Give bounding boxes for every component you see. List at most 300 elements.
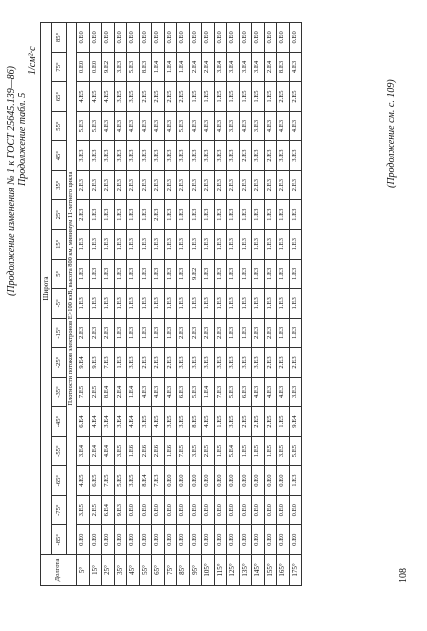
flux-value-cell: 1.E3 [89, 229, 102, 259]
flux-value-cell: 2.E3 [252, 318, 265, 348]
flux-value-cell: 2.E3 [289, 348, 302, 378]
flux-value-cell: 0.E0 [202, 525, 215, 555]
longitude-header: Долгота [41, 555, 77, 586]
flux-value-cell: 1.E3 [164, 200, 177, 230]
flux-value-cell: 3.E3 [164, 141, 177, 171]
flux-value-cell: 1.E3 [152, 229, 165, 259]
flux-value-cell: 1.E3 [277, 200, 290, 230]
flux-value-cell: 1.E5 [227, 82, 240, 112]
table-row [227, 23, 240, 586]
longitude-cell: 25° [102, 555, 115, 586]
flux-value-cell: 2.E3 [77, 200, 90, 230]
flux-value-cell: 4.E3 [289, 111, 302, 141]
flux-value-cell: 4.E3 [114, 111, 127, 141]
flux-value-cell: 2.E3 [264, 318, 277, 348]
flux-value-cell: 0.E0 [89, 23, 102, 53]
flux-value-cell: 0.E0 [152, 23, 165, 53]
flux-value-cell: 9.E4 [289, 407, 302, 437]
flux-value-cell: 1.E5 [189, 82, 202, 112]
flux-value-cell: 0.E0 [114, 23, 127, 53]
flux-value-cell: 2.E3 [139, 348, 152, 378]
latitude-column-header: -15° [52, 318, 67, 348]
flux-value-cell: 3.E3 [127, 141, 140, 171]
flux-value-cell: 3.E5 [127, 466, 140, 496]
latitude-column-header: 75° [52, 52, 67, 82]
flux-value-cell: 3.E4 [239, 52, 252, 82]
flux-value-cell: 4.E5 [77, 466, 90, 496]
flux-value-cell: 0.E0 [239, 466, 252, 496]
latitude-column-header: 25° [52, 200, 67, 230]
flux-value-cell: 7.E5 [177, 436, 190, 466]
flux-value-cell: 4.E5 [152, 407, 165, 437]
flux-value-cell: 0.E0 [139, 23, 152, 53]
flux-value-cell: 2.E3 [264, 348, 277, 378]
longitude-cell: 175° [289, 555, 302, 586]
flux-value-cell: 0.E0 [252, 525, 265, 555]
flux-value-cell: 1.E3 [89, 289, 102, 319]
flux-value-cell: 0.E0 [202, 23, 215, 53]
flux-value-cell: 3.E3 [177, 141, 190, 171]
flux-value-cell: 3.E4 [77, 436, 90, 466]
flux-value-cell: 1.E4 [164, 52, 177, 82]
latitude-column-header: 45° [52, 141, 67, 171]
flux-value-cell: 3.E3 [214, 141, 227, 171]
flux-value-cell: 1.E3 [277, 289, 290, 319]
flux-value-cell: 2.E3 [152, 170, 165, 200]
flux-value-cell: 1.E4 [202, 377, 215, 407]
flux-value-cell: 8.E4 [102, 377, 115, 407]
flux-value-cell: 1.E3 [289, 200, 302, 230]
flux-value-cell: 0.E0 [289, 495, 302, 525]
flux-value-cell: 1.E3 [114, 229, 127, 259]
flux-value-cell: 0.E0 [164, 23, 177, 53]
flux-value-cell: 0.E0 [152, 525, 165, 555]
flux-value-cell: 2.E3 [127, 170, 140, 200]
flux-value-cell: 1.E3 [214, 229, 227, 259]
longitude-cell: 55° [139, 555, 152, 586]
flux-value-cell: 0.E0 [152, 495, 165, 525]
flux-value-cell: 3.E5 [77, 495, 90, 525]
flux-value-cell: 8.E4 [139, 466, 152, 496]
flux-value-cell: 1.E3 [277, 318, 290, 348]
flux-value-cell: 1.E3 [152, 259, 165, 289]
flux-value-cell: 4.E3 [202, 111, 215, 141]
flux-value-cell: 7.E3 [102, 348, 115, 378]
longitude-cell: 45° [127, 555, 140, 586]
flux-value-cell: 4.E5 [102, 82, 115, 112]
flux-value-cell: 2.E3 [214, 318, 227, 348]
flux-value-cell: 2.E5 [139, 82, 152, 112]
flux-value-cell: 3.E3 [189, 141, 202, 171]
flux-value-cell: 0.E0 [214, 23, 227, 53]
flux-value-cell: 2.E3 [239, 141, 252, 171]
flux-value-cell: 3.E5 [277, 436, 290, 466]
flux-value-cell: 2.E5 [239, 407, 252, 437]
flux-value-cell: 1.E3 [227, 259, 240, 289]
latitude-column-header: 65° [52, 82, 67, 112]
flux-value-cell: 2.E3 [139, 170, 152, 200]
flux-value-cell: 0.E0 [214, 466, 227, 496]
flux-value-cell: 2.E3 [152, 200, 165, 230]
flux-value-cell: 0.E0 [177, 466, 190, 496]
flux-value-cell: 1.E3 [127, 200, 140, 230]
flux-value-cell: 2.E3 [289, 170, 302, 200]
flux-value-cell: 1.E3 [227, 289, 240, 319]
flux-value-cell: 1.E3 [114, 259, 127, 289]
table-row [127, 23, 140, 586]
flux-value-cell: 9.E3 [114, 495, 127, 525]
flux-value-cell: 1.E3 [177, 289, 190, 319]
flux-value-cell: 4.E3 [264, 377, 277, 407]
flux-value-cell: 1.E5 [277, 407, 290, 437]
longitude-cell: 135° [239, 555, 252, 586]
longitude-cell: 75° [164, 555, 177, 586]
latitude-group-header: Широта [41, 23, 52, 555]
flux-value-cell: 0.E0 [139, 495, 152, 525]
flux-value-cell: 3.E3 [227, 111, 240, 141]
latitude-column-header: -85° [52, 525, 67, 555]
flux-value-cell: 2.E5 [164, 82, 177, 112]
flux-value-cell: 2.E3 [189, 170, 202, 200]
flux-value-cell: 4.E3 [164, 111, 177, 141]
longitude-cell: 95° [189, 555, 202, 586]
flux-value-cell: 3.E3 [239, 348, 252, 378]
flux-value-cell: 5.E5 [114, 466, 127, 496]
flux-value-cell: 1.E5 [214, 436, 227, 466]
flux-value-cell: 5.E3 [89, 111, 102, 141]
flux-value-cell: 1.E3 [114, 200, 127, 230]
flux-value-cell: 5.E3 [227, 377, 240, 407]
flux-value-cell: 3.E5 [189, 436, 202, 466]
flux-value-cell: 1.E3 [239, 259, 252, 289]
flux-value-cell: 3.E4 [102, 407, 115, 437]
longitude-cell: 35° [114, 555, 127, 586]
flux-value-cell: 1.E3 [164, 229, 177, 259]
flux-value-cell: 1.E3 [252, 289, 265, 319]
flux-value-cell: 4.E3 [264, 111, 277, 141]
latitude-column-header: -65° [52, 466, 67, 496]
longitude-cell: 155° [264, 555, 277, 586]
flux-value-cell: 3.E3 [89, 141, 102, 171]
page-number: 108 [398, 568, 409, 583]
flux-value-cell: 2.E4 [189, 52, 202, 82]
flux-value-cell: 1.E3 [289, 289, 302, 319]
flux-value-cell: 2.E4 [89, 436, 102, 466]
flux-value-cell: 1.E5 [202, 82, 215, 112]
flux-value-cell: 2.E3 [264, 170, 277, 200]
flux-value-cell: 4.E3 [127, 111, 140, 141]
flux-value-cell: 4.E3 [277, 111, 290, 141]
table-unit-label: 1/см²·с [27, 46, 38, 75]
flux-value-cell: 0.E0 [177, 23, 190, 53]
flux-value-cell: 1.E3 [177, 229, 190, 259]
flux-value-cell: 0.E0 [277, 466, 290, 496]
flux-value-cell: 0.E0 [214, 495, 227, 525]
flux-value-cell: 3.E3 [227, 348, 240, 378]
latitude-column-header: -45° [52, 407, 67, 437]
flux-value-cell: 2.E3 [77, 318, 90, 348]
flux-value-cell: 2.E3 [227, 170, 240, 200]
flux-value-cell: 0.E0 [264, 525, 277, 555]
flux-value-cell: 3.E3 [139, 141, 152, 171]
flux-value-cell: 2.E3 [152, 348, 165, 378]
flux-value-cell: 2.E5 [152, 82, 165, 112]
document-header-title: (Продолжение изменения № 1 к ГОСТ 25645.139—86) [6, 66, 17, 296]
flux-value-cell: 1.E3 [202, 200, 215, 230]
flux-value-cell: 1.E3 [77, 229, 90, 259]
flux-value-cell: 1.E5 [252, 82, 265, 112]
flux-value-cell: 1.E3 [139, 200, 152, 230]
flux-value-cell: 2.E3 [239, 170, 252, 200]
flux-value-cell: 2.E3 [177, 170, 190, 200]
flux-value-cell: 0.E0 [214, 525, 227, 555]
latitude-column-header: -35° [52, 377, 67, 407]
flux-value-cell: 5.E3 [189, 377, 202, 407]
longitude-cell: 165° [277, 555, 290, 586]
flux-value-cell: 1.E3 [189, 229, 202, 259]
flux-value-cell: 8.E5 [189, 407, 202, 437]
flux-value-cell: 7.E5 [77, 377, 90, 407]
flux-value-cell: 2.E3 [264, 141, 277, 171]
flux-value-cell: 2.E5 [252, 407, 265, 437]
flux-value-cell: 1.E3 [102, 289, 115, 319]
flux-value-cell: 0.E0 [127, 525, 140, 555]
flux-value-cell: 1.E3 [214, 259, 227, 289]
flux-value-cell: 1.E3 [127, 259, 140, 289]
flux-value-cell: 2.E3 [202, 318, 215, 348]
flux-value-cell: 1.E3 [227, 200, 240, 230]
flux-value-cell: 1.E3 [177, 200, 190, 230]
latitude-column-header: -75° [52, 495, 67, 525]
flux-value-cell: 7.E3 [152, 466, 165, 496]
flux-value-cell: 0.E0 [177, 525, 190, 555]
flux-value-cell: 3.E3 [252, 141, 265, 171]
flux-value-cell: 5.E4 [227, 436, 240, 466]
flux-value-cell: 1.E3 [289, 466, 302, 496]
flux-value-cell: 6.E3 [239, 377, 252, 407]
flux-value-cell: 0.E0 [77, 525, 90, 555]
flux-value-cell: 2.E3 [277, 170, 290, 200]
flux-value-cell: 5.E3 [177, 111, 190, 141]
flux-value-cell: 6.E3 [177, 377, 190, 407]
flux-value-cell: 0.E0 [227, 466, 240, 496]
flux-value-cell: 1.E3 [177, 259, 190, 289]
flux-value-cell: 4.E3 [164, 377, 177, 407]
flux-value-cell: 4.E3 [289, 52, 302, 82]
flux-value-cell: 2.E3 [189, 318, 202, 348]
flux-value-cell: 0.E0 [277, 495, 290, 525]
flux-value-cell: 3.E4 [114, 407, 127, 437]
flux-value-cell: 1.E3 [77, 289, 90, 319]
flux-value-cell: 0.E0 [264, 466, 277, 496]
table-row [77, 23, 90, 586]
latitude-column-header: -55° [52, 436, 67, 466]
flux-value-cell: 1.E3 [214, 200, 227, 230]
flux-value-cell: 6.E4 [102, 495, 115, 525]
flux-value-cell: 4.E3 [152, 111, 165, 141]
flux-value-cell: 2.E5 [264, 407, 277, 437]
flux-value-cell: 1.E3 [189, 200, 202, 230]
flux-value-cell: 3.E3 [114, 141, 127, 171]
flux-value-cell: 0.E0 [127, 23, 140, 53]
flux-value-cell: 2.E3 [114, 170, 127, 200]
latitude-columns-row [52, 23, 67, 586]
flux-value-cell: 0.E0 [102, 23, 115, 53]
flux-value-cell: 8.E3 [139, 52, 152, 82]
table-row [177, 23, 190, 586]
flux-value-cell: 0.E0 [114, 525, 127, 555]
flux-value-cell: 2.E5 [177, 82, 190, 112]
table-row [139, 23, 152, 586]
flux-value-cell: 3.E3 [152, 141, 165, 171]
table-caption-row: Плотности потоков электронов E>100 кэВ, высота 800 км, минимум 11-летнего цикла [67, 23, 77, 555]
flux-value-cell: 3.E3 [202, 348, 215, 378]
flux-value-cell: 3.E5 [227, 407, 240, 437]
table-continuation-label: Продолжение табл. 5 [17, 92, 28, 186]
flux-value-cell: 2.E5 [202, 436, 215, 466]
flux-value-cell: 1.E3 [102, 259, 115, 289]
flux-value-cell: 3.E3 [102, 141, 115, 171]
table-body [77, 23, 302, 586]
flux-value-cell: 9.E2 [189, 259, 202, 289]
flux-value-cell: 0.E0 [227, 23, 240, 53]
flux-value-cell: 4.E3 [214, 111, 227, 141]
flux-value-cell: 4.E4 [89, 407, 102, 437]
flux-value-cell: 2.E5 [277, 82, 290, 112]
flux-value-cell: 1.E6 [127, 436, 140, 466]
flux-value-cell: 0.E0 [239, 495, 252, 525]
flux-value-cell: 2.E5 [89, 495, 102, 525]
flux-value-cell: 3.E5 [164, 407, 177, 437]
flux-value-cell: 4.E5 [202, 407, 215, 437]
flux-value-cell: 3.E4 [214, 52, 227, 82]
flux-value-cell: 1.E3 [127, 318, 140, 348]
flux-value-cell: 7.E3 [214, 377, 227, 407]
flux-value-cell: 1.E3 [152, 289, 165, 319]
flux-value-cell: 4.E3 [189, 111, 202, 141]
flux-value-cell: 3.E3 [252, 348, 265, 378]
flux-value-cell: 2.E3 [252, 170, 265, 200]
flux-value-cell: 1.E5 [239, 82, 252, 112]
flux-value-cell: 0.E0 [89, 52, 102, 82]
table-row [102, 23, 115, 586]
flux-value-cell: 1.E3 [127, 229, 140, 259]
table-row [252, 23, 265, 586]
flux-value-cell: 4.E4 [102, 436, 115, 466]
table-row [189, 23, 202, 586]
flux-value-cell: 1.E6 [164, 436, 177, 466]
flux-value-cell: 1.E3 [89, 200, 102, 230]
flux-value-cell: 2.E4 [114, 377, 127, 407]
longitude-cell: 5° [77, 555, 90, 586]
flux-value-cell: 1.E3 [114, 348, 127, 378]
flux-value-cell: 3.E5 [139, 407, 152, 437]
flux-value-cell: 1.E3 [102, 229, 115, 259]
flux-value-cell: 1.E3 [227, 318, 240, 348]
flux-value-cell: 3.E3 [177, 348, 190, 378]
flux-value-cell: 4.E3 [252, 377, 265, 407]
flux-value-cell: 1.E5 [214, 82, 227, 112]
flux-value-cell: 0.E0 [227, 525, 240, 555]
flux-table [40, 22, 302, 586]
flux-value-cell: 0.E0 [252, 23, 265, 53]
table-row [277, 23, 290, 586]
flux-value-cell: 0.E0 [264, 23, 277, 53]
flux-value-cell: 2.E3 [277, 348, 290, 378]
flux-value-cell: 5.E3 [77, 111, 90, 141]
flux-value-cell: 0.E0 [164, 466, 177, 496]
flux-value-cell: 1.E3 [202, 289, 215, 319]
flux-value-cell: 2.E3 [214, 170, 227, 200]
flux-value-cell: 1.E3 [289, 229, 302, 259]
flux-value-cell: 0.E0 [189, 466, 202, 496]
flux-value-cell: 0.E0 [77, 23, 90, 53]
flux-value-cell: 1.E3 [264, 259, 277, 289]
flux-value-cell: 3.E3 [189, 348, 202, 378]
flux-value-cell: 1.E3 [139, 229, 152, 259]
flux-value-cell: 4.E5 [89, 82, 102, 112]
flux-value-cell: 3.E3 [77, 141, 90, 171]
longitude-cell: 145° [252, 555, 265, 586]
flux-value-cell: 0.E0 [289, 525, 302, 555]
flux-value-cell: 2.E3 [164, 170, 177, 200]
flux-value-cell: 1.E5 [214, 407, 227, 437]
flux-value-cell: 1.E3 [252, 229, 265, 259]
flux-value-cell: 1.E3 [252, 200, 265, 230]
flux-value-cell: 1.E3 [202, 229, 215, 259]
flux-value-cell: 1.E5 [264, 82, 277, 112]
flux-value-cell: 2.E4 [264, 52, 277, 82]
flux-value-cell: 2.E6 [139, 436, 152, 466]
flux-value-cell: 1.E3 [164, 289, 177, 319]
flux-value-cell: 1.E3 [139, 318, 152, 348]
flux-value-cell: 1.E3 [164, 318, 177, 348]
table-row [202, 23, 215, 586]
flux-value-cell: 4.E5 [77, 82, 90, 112]
flux-value-cell: 1.E3 [277, 259, 290, 289]
flux-value-cell: 5.E3 [127, 52, 140, 82]
flux-value-cell: 2.E3 [89, 170, 102, 200]
table-row [164, 23, 177, 586]
flux-value-cell: 4.E3 [102, 111, 115, 141]
flux-value-cell: 6.E5 [89, 466, 102, 496]
flux-value-cell: 9.E3 [89, 348, 102, 378]
flux-value-cell: 1.E4 [127, 377, 140, 407]
latitude-column-header: -5° [52, 289, 67, 319]
flux-value-cell: 1.E3 [239, 289, 252, 319]
longitude-cell: 115° [214, 555, 227, 586]
flux-value-cell: 0.E0 [177, 495, 190, 525]
flux-value-cell: 0.E0 [139, 525, 152, 555]
flux-value-cell: 6.E4 [77, 407, 90, 437]
flux-value-cell: 0.E0 [164, 525, 177, 555]
flux-value-cell: 3.E3 [114, 52, 127, 82]
flux-value-cell: 0.E0 [202, 466, 215, 496]
flux-value-cell: 1.E3 [102, 200, 115, 230]
latitude-column-header: 85° [52, 23, 67, 53]
flux-value-cell: 3.E3 [227, 141, 240, 171]
flux-value-cell: 3.E4 [227, 52, 240, 82]
table-row [289, 23, 302, 586]
flux-value-cell: 0.E0 [189, 23, 202, 53]
flux-value-cell: 1.E3 [289, 259, 302, 289]
flux-value-cell: 7.E5 [102, 466, 115, 496]
flux-value-cell: 1.E3 [202, 259, 215, 289]
flux-value-cell: 1.E3 [227, 229, 240, 259]
flux-value-cell: 3.E5 [114, 82, 127, 112]
flux-value-cell: 1.E5 [264, 436, 277, 466]
flux-value-cell: 1.E3 [139, 259, 152, 289]
